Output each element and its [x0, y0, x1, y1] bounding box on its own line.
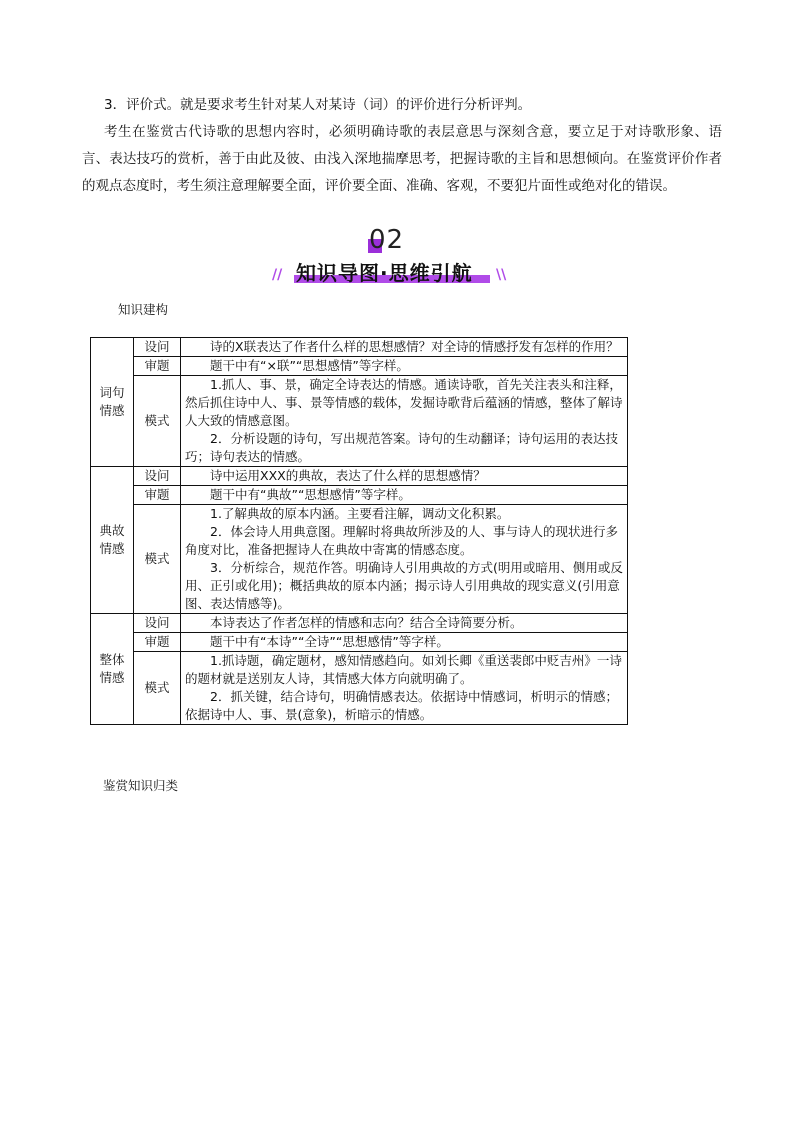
decorative-slash-right: \\ [496, 267, 507, 283]
table-row [91, 486, 628, 505]
row-type-cell: 模式 [134, 652, 181, 725]
row-content-cell [181, 633, 628, 652]
content-line: 1.抓诗题，确定题材，感知情感趋向。如刘长卿《重送裴郎中贬吉州》一诗的题材就是送别友人诗，其情感大体方向就明确了。 [185, 653, 622, 686]
content-line: 题干中有“本诗”“全诗”“思想感情”等字样。 [210, 634, 449, 649]
paragraph-appreciation-guidance: 考生在鉴赏古代诗歌的思想内容时，必须明确诗歌的表层意思与深刻含意，要立足于对诗歌形象、语言、表达技巧的赏析，善于由此及彼、由浅入深地揣摩思考，把握诗歌的主旨和思想倾向。在鉴赏评价作者的观点态度时，考生须注意理解要全面，评价要全面、准确、客观，不要犯片面性或绝对化的错误。 [82, 124, 722, 194]
content-line: 3．分析综合，规范作答。明确诗人引用典故的方式(明用或暗用、侧用或反用、正引或化用)；概括典故的原本内涵；揭示诗人引用典故的现实意义(引用意图、表达情感等)。 [185, 560, 623, 611]
row-content-cell [181, 505, 628, 614]
row-content-cell [181, 357, 628, 376]
section-title: 知识导图·思维引航 [296, 261, 473, 285]
category-cell: 词句 情感 [91, 338, 134, 467]
content-line: 诗的X联表达了作者什么样的思想感情？对全诗的情感抒发有怎样的作用？ [210, 339, 619, 354]
table-row [91, 505, 628, 614]
decorative-slash-left: // [272, 267, 283, 283]
table-row [91, 614, 628, 633]
content-line: 2．抓关键，结合诗句，明确情感表达。依据诗中情感词，析明示的情感；依据诗中人、事、景(意象)，析暗示的情感。 [185, 689, 618, 722]
content-line: 2．分析设题的诗句，写出规范答案。诗句的生动翻译；诗句运用的表达技巧；诗句表达的情感。 [185, 431, 618, 464]
content-line: 2．体会诗人用典意图。理解时将典故所涉及的人、事与诗人的现状进行多角度对比，准备把握诗人在典故中寄寓的情感态度。 [185, 524, 618, 557]
row-content-cell [181, 467, 628, 486]
content-line: 1.了解典故的原本内涵。主要看注解，调动文化积累。 [210, 506, 510, 521]
row-type-cell: 模式 [134, 505, 181, 614]
row-content-cell [181, 486, 628, 505]
row-content-cell [181, 338, 628, 357]
row-type-cell: 模式 [134, 376, 181, 467]
table-row [91, 357, 628, 376]
row-type-cell: 设问 [134, 614, 181, 633]
row-type-cell: 审题 [134, 357, 181, 376]
table-row [91, 338, 628, 357]
row-type-cell: 设问 [134, 338, 181, 357]
table-row [91, 467, 628, 486]
category-cell: 整体 情感 [91, 614, 134, 725]
section-title-wrap [272, 259, 508, 285]
content-line: 本诗表达了作者怎样的情感和志向？结合全诗简要分析。 [210, 615, 523, 630]
table-row [91, 376, 628, 467]
knowledge-structure-label: 知识建构 [118, 302, 169, 317]
row-content-cell [181, 652, 628, 725]
section-number: 02 [369, 225, 405, 255]
content-line: 题干中有“典故”“思想感情”等字样。 [210, 487, 411, 502]
paragraph-evaluation-type: 3．评价式。就是要求考生针对某人对某诗（词）的评价进行分析评判。 [104, 97, 532, 113]
content-line: 1.抓人、事、景，确定全诗表达的情感。通读诗歌，首先关注表头和注释，然后抓住诗中人、事、景等情感的载体，发掘诗歌背后蕴涵的情感，整体了解诗人大致的情感意图。 [185, 377, 623, 428]
content-line: 诗中运用XXX的典故，表达了什么样的思想感情？ [210, 468, 486, 483]
table-row [91, 652, 628, 725]
row-type-cell: 审题 [134, 633, 181, 652]
row-content-cell [181, 376, 628, 467]
category-cell: 典故 情感 [91, 467, 134, 614]
knowledge-table [90, 337, 628, 725]
appreciation-categories-label: 鉴赏知识归类 [103, 778, 179, 793]
content-line: 题干中有“×联”“思想感情”等字样。 [210, 358, 409, 373]
row-type-cell: 审题 [134, 486, 181, 505]
row-content-cell [181, 614, 628, 633]
table-row [91, 633, 628, 652]
row-type-cell: 设问 [134, 467, 181, 486]
